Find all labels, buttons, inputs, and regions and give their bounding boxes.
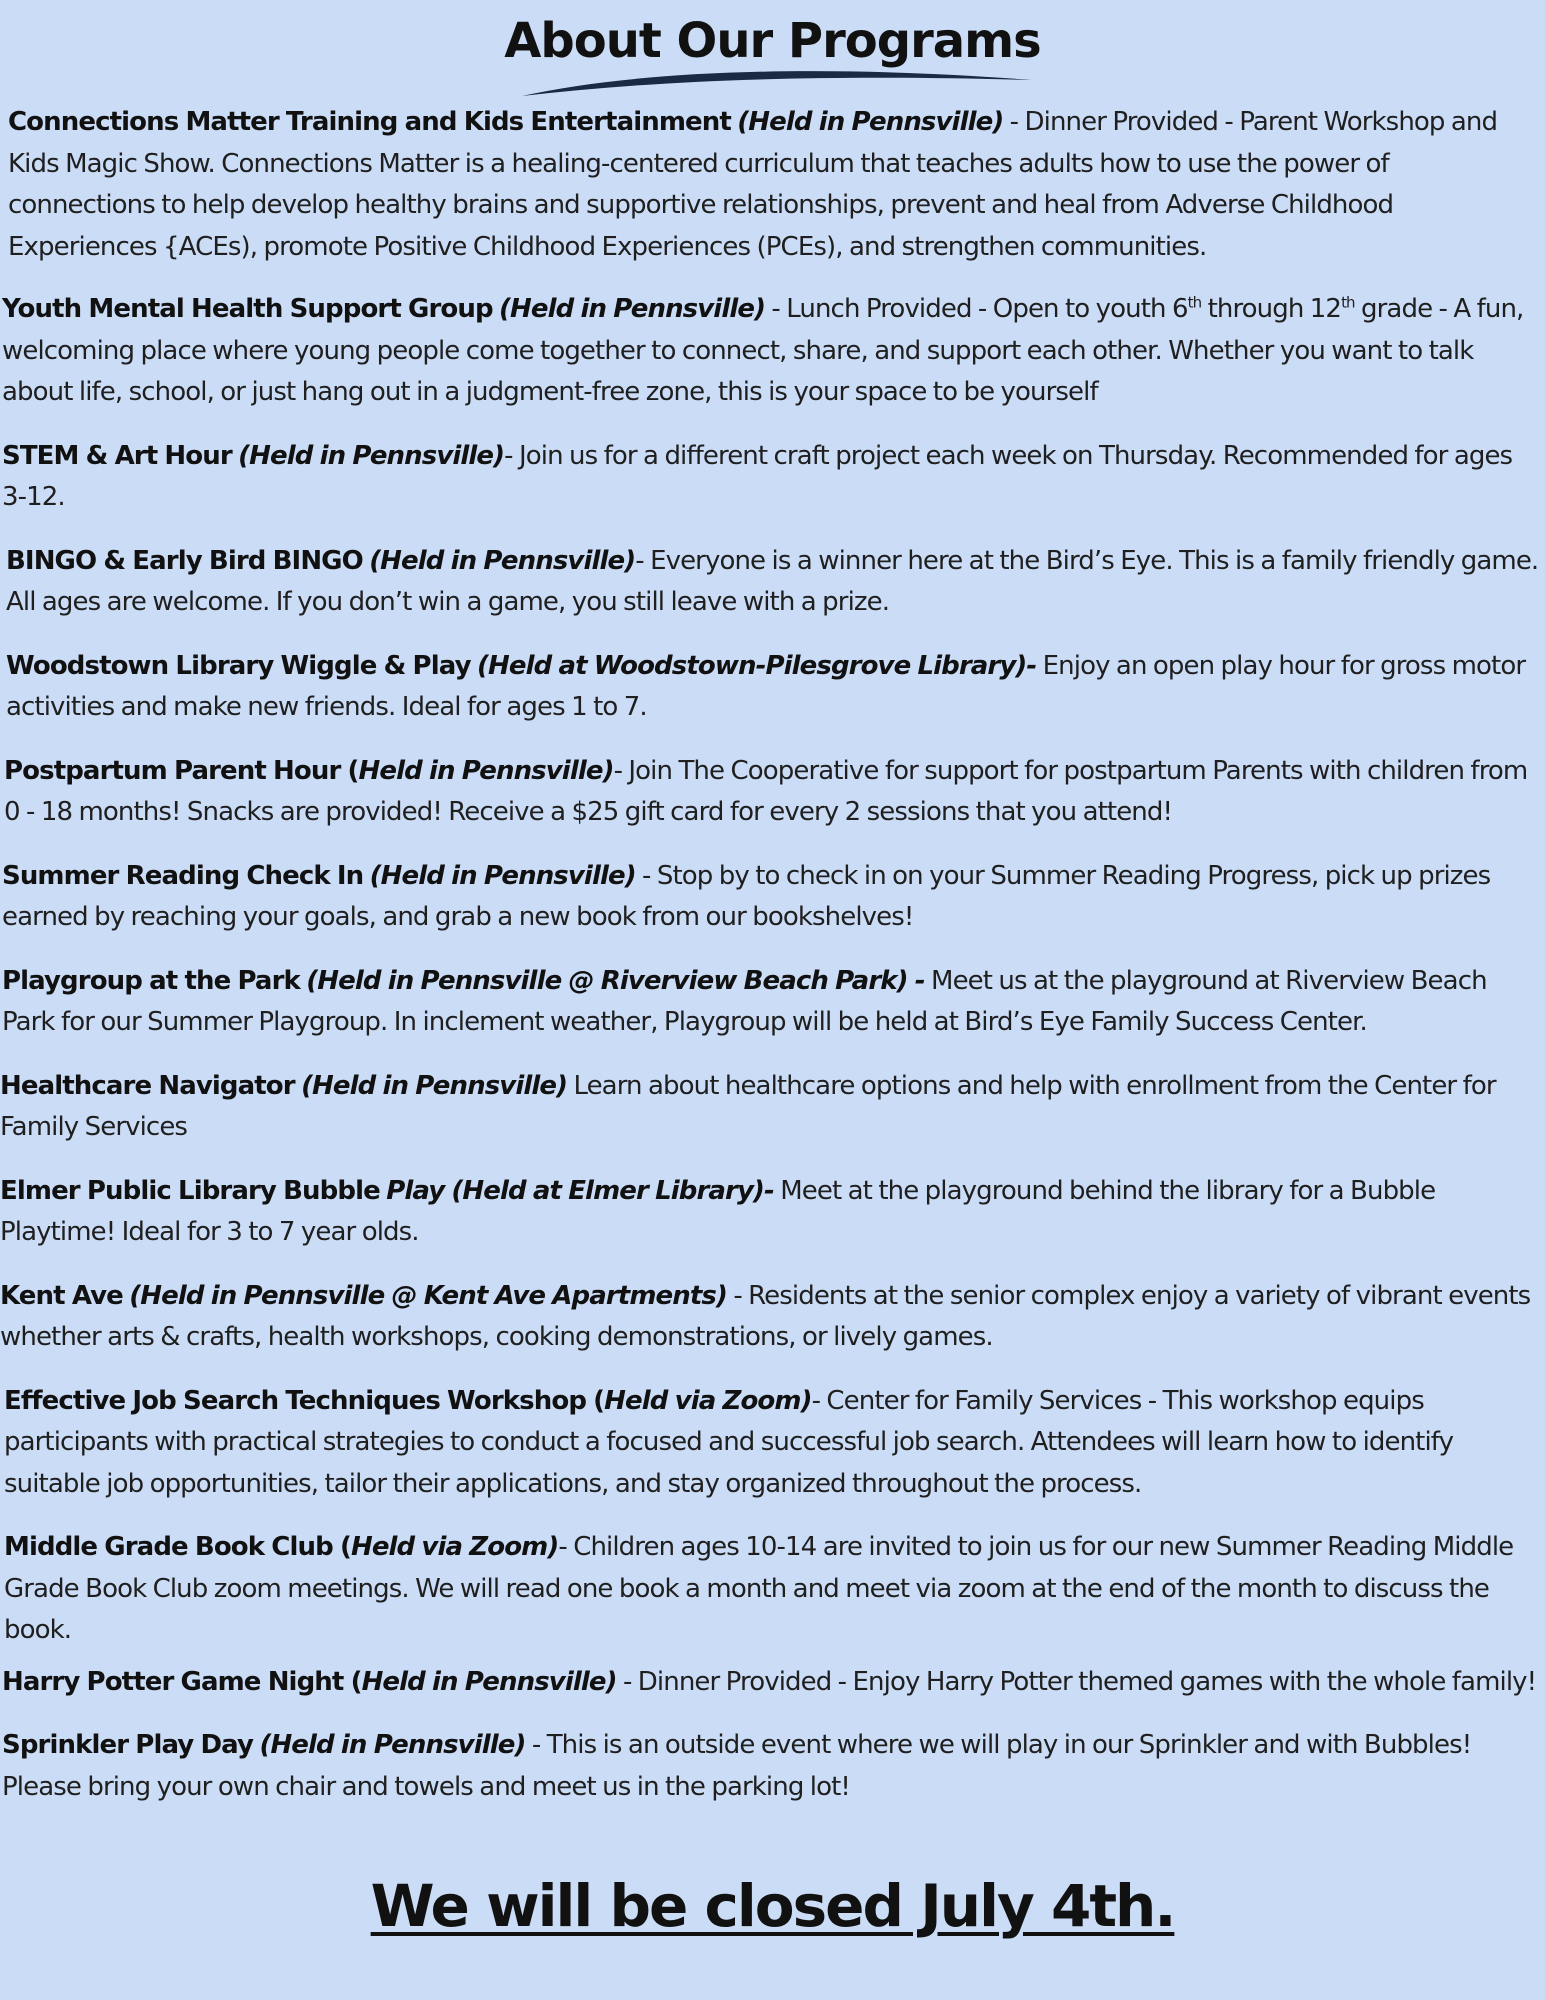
program-description: Enjoy an open play hour for gross motor activities and make new friends. Ideal for ages 1 to 7. — [6, 650, 1526, 722]
program-name: Sprinkler Play Day — [2, 1730, 254, 1760]
program-description: through 12 — [1201, 294, 1342, 324]
program-location: (Held in Pennsville) — [301, 1070, 568, 1101]
program-description: - This is an outside event where we will play in our Sprinkler and with Bubbles! Please bring your own chair and towels and meet us in the parking lot! — [2, 1730, 1472, 1802]
program-description: Meet us at the playground at Riverview Beach Park for our Summer Playgroup. In inclement weather, Playgroup will be held at Bird’s Eye Family Success Center. — [2, 965, 1487, 1037]
program-name: STEM & Art Hour — [2, 440, 232, 471]
program-location: (Held in Pennsville) — [369, 545, 636, 576]
header — [0, 10, 1545, 72]
program-sprinkler-play-day — [2, 1725, 1540, 1808]
program-woodstown-wiggle-play — [6, 646, 1540, 729]
program-name: Youth Mental Health Support Group — [2, 294, 493, 324]
program-location: Play (Held at Elmer Library)- — [386, 1175, 774, 1206]
program-middle-grade-book-club — [4, 1527, 1540, 1652]
program-healthcare-navigator — [0, 1066, 1540, 1149]
program-location: (Held in Pennsville @ Kent Ave Apartments) — [129, 1280, 727, 1311]
program-job-search-workshop — [4, 1381, 1540, 1506]
program-description: - Residents at the senior complex enjoy a variety of vibrant events whether arts & crafts, health workshops, cooking demonstrations, or lively games. — [0, 1280, 1531, 1352]
program-kent-ave — [0, 1276, 1540, 1359]
closing-notice: We will be closed July 4th. — [370, 1872, 1175, 1940]
program-location: (Held in Pennsville) — [259, 1730, 526, 1760]
program-name: BINGO & Early Bird BINGO — [6, 545, 363, 576]
program-name: Connections Matter Training and Kids Entertainment — [8, 107, 731, 137]
program-description: grade - A fun, welcoming place where young people come together to connect, share, and support each other. Whether you want to talk about life, school, or just hang out in a judgment-free zone, this is your space to be yourself — [2, 294, 1524, 407]
program-location: (Held in Pennsville) — [499, 294, 766, 324]
program-description: Meet at the playground behind the library for a Bubble Playtime! Ideal for 3 to 7 year olds. — [0, 1175, 1436, 1247]
program-location: (Held at Woodstown-Pilesgrove Library)- — [477, 650, 1037, 681]
superscript: th — [1187, 293, 1202, 312]
program-name: Middle Grade Book Club ( — [4, 1532, 351, 1562]
program-description: - Everyone is a winner here at the Bird’s Eye. This is a family friendly game. All ages are welcome. If you don’t win a game, you still leave with a prize. — [6, 545, 1539, 617]
program-location: (Held in Pennsville) — [737, 107, 1004, 137]
program-connections-matter — [8, 102, 1540, 268]
program-name: Summer Reading Check In — [2, 860, 364, 891]
program-postpartum-parent-hour — [4, 751, 1540, 834]
program-name: Elmer Public Library Bubble — [0, 1175, 380, 1206]
program-name: Woodstown Library Wiggle & Play — [6, 650, 471, 681]
program-bingo — [6, 541, 1540, 624]
page-title: About Our Programs — [504, 13, 1041, 69]
program-stem-art-hour — [2, 436, 1540, 519]
program-description: - Stop by to check in on your Summer Reading Progress, pick up prizes earned by reaching your goals, and grab a new book from our bookshelves! — [2, 860, 1491, 932]
program-youth-mental-health — [2, 289, 1540, 414]
program-location: (Held in Pennsville) — [238, 440, 505, 471]
program-location: Held via Zoom) — [604, 1385, 812, 1416]
title-swoosh-decoration — [520, 66, 1034, 102]
program-description: - Dinner Provided - Parent Workshop and Kids Magic Show. Connections Matter is a healing-centered curriculum that teaches adults how to use the power of connections to help develop healthy brains and supportive relationships, prevent and heal from Adverse Childhood Experiences {ACEs), promote Positive Childhood Experiences (PCEs), and strengthen communities. — [8, 107, 1498, 262]
program-location: (Held in Pennsville) — [369, 860, 636, 891]
program-description: Learn about healthcare options and help with enrollment from the Center for Family Services — [0, 1070, 1496, 1142]
program-name: Playgroup at the Park — [2, 965, 300, 996]
program-name: Healthcare Navigator — [0, 1070, 295, 1101]
program-description: - Join us for a different craft project each week on Thursday. Recommended for ages 3-12. — [2, 440, 1513, 512]
superscript: th — [1341, 293, 1355, 312]
program-description: - Dinner Provided - Enjoy Harry Potter themed games with the whole family! — [616, 1666, 1537, 1697]
program-location: (Held in Pennsville @ Riverview Beach Park) - — [306, 965, 925, 996]
program-playgroup-at-the-park — [2, 961, 1540, 1044]
program-elmer-bubble-play — [0, 1171, 1540, 1254]
program-location: Held via Zoom) — [350, 1532, 559, 1562]
program-name: Harry Potter Game Night ( — [2, 1666, 362, 1697]
program-name: Kent Ave — [0, 1280, 123, 1311]
program-location: Held in Pennsville) — [361, 1666, 617, 1697]
program-name: Postpartum Parent Hour ( — [4, 755, 359, 786]
program-location: Held in Pennsville) — [358, 755, 614, 786]
program-description: - Lunch Provided - Open to youth 6 — [765, 294, 1188, 324]
program-harry-potter-game-night — [2, 1662, 1540, 1704]
program-list — [2, 102, 1540, 1808]
program-description: - Children ages 10-14 are invited to join us for our new Summer Reading Middle Grade Book Club zoom meetings. We will read one book a month and meet via zoom at the end of the month to discuss the book. — [4, 1532, 1514, 1645]
program-description: - Join The Cooperative for support for postpartum Parents with children from 0 - 18 months! Snacks are provided! Receive a $25 gift card for every 2 sessions that you attend! — [4, 755, 1528, 827]
program-name: Effective Job Search Techniques Workshop ( — [4, 1385, 605, 1416]
program-description: - Center for Family Services - This workshop equips participants with practical strategies to conduct a focused and successful job search. Attendees will learn how to identify suitable job opportunities, tailor their applications, and stay organized throughout the process. — [4, 1385, 1454, 1499]
program-summer-reading-check-in — [2, 856, 1540, 939]
